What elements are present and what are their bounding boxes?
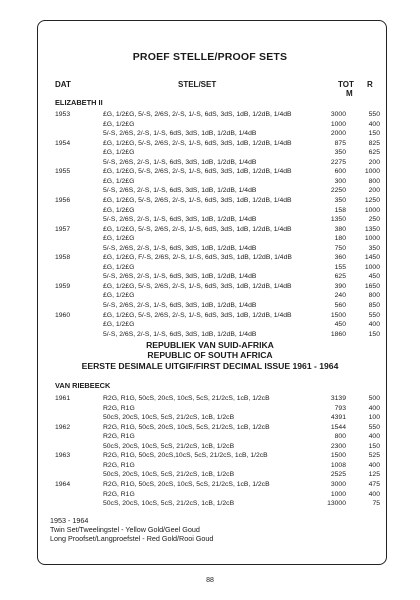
total-cell: 1860 <box>330 330 346 338</box>
table-row <box>55 263 380 273</box>
total-cell: 793 <box>334 404 346 412</box>
total-cell: 1000 <box>330 490 346 498</box>
table-row <box>55 330 380 340</box>
price-cell: 400 <box>368 433 380 441</box>
table-row <box>55 442 380 452</box>
total-cell: 350 <box>334 196 346 204</box>
table-row <box>55 413 380 423</box>
total-cell: 800 <box>334 433 346 441</box>
price-cell: 500 <box>368 395 380 402</box>
price-cell: 200 <box>368 187 380 195</box>
total-cell: 180 <box>334 235 346 243</box>
total-cell: 875 <box>334 139 346 147</box>
price-cell: 800 <box>368 177 380 185</box>
price-cell: 150 <box>368 442 380 450</box>
set-description: £G, 1/2£G, 5/-S, 2/6S, 2/-S, 1/-S, 6dS, 3dS, 1dB, 1/2dB, 1/4dB <box>103 196 292 204</box>
table-row <box>55 253 380 263</box>
total-cell: 3000 <box>330 111 346 118</box>
set-description: £G, 1/2£G <box>103 120 135 128</box>
price-cell: 550 <box>368 423 380 431</box>
set-description: 5/-S, 2/6S, 2/-S, 1/-S, 6dS, 3dS, 1dB, 1/2dB, 1/4dB <box>103 130 257 138</box>
set-description: R2G, R1G <box>103 404 135 412</box>
table-row <box>55 451 380 461</box>
footnote-twin-set: Twin Set/Tweelingstel - Yellow Gold/Geel Goud <box>50 525 200 534</box>
year-cell: 1955 <box>55 168 71 176</box>
table-row <box>55 225 380 235</box>
set-description: 5/-S, 2/6S, 2/-S, 1/-S, 6dS, 3dS, 1dB, 1/2dB, 1/4dB <box>103 273 257 281</box>
set-description: 50cS, 20cS, 10cS, 5cS, 21/2cS, 1cB, 1/2cB <box>103 500 235 508</box>
price-cell: 550 <box>368 311 380 319</box>
price-cell: 850 <box>368 302 380 309</box>
total-cell: 625 <box>334 273 346 281</box>
set-description: £G, 1/2£G <box>103 177 135 185</box>
set-description: £G, 1/2£G, F/-S, 2/6S, 2/-S, 1/-S, 6dS, 3dS, 1dB, 1/2dB, 1/4dB <box>103 254 292 262</box>
total-cell: 2275 <box>330 158 346 166</box>
table-row <box>55 196 380 206</box>
set-description: R2G, R1G <box>103 433 135 441</box>
set-description: 50cS, 20cS, 10cS, 5cS, 21/2cS, 1cB, 1/2cB <box>103 442 235 450</box>
set-description: R2G, R1G, 50cS, 20cS, 10cS, 5cS, 21/2cS, 1cB, 1/2cB <box>103 480 270 488</box>
price-cell: 1000 <box>364 168 380 176</box>
column-header-total: TOT <box>338 80 354 89</box>
total-cell: 2300 <box>330 442 346 450</box>
price-cell: 1350 <box>364 225 380 233</box>
total-cell: 3139 <box>330 395 346 402</box>
total-cell: 1500 <box>330 311 346 319</box>
total-cell: 2000 <box>330 130 346 138</box>
total-cell: 1544 <box>330 423 346 431</box>
year-cell: 1954 <box>55 139 71 147</box>
year-cell: 1964 <box>55 480 71 488</box>
table-row <box>55 215 380 225</box>
table-row <box>55 432 380 442</box>
table-row <box>55 404 380 414</box>
total-cell: 300 <box>334 177 346 185</box>
total-cell: 600 <box>334 168 346 176</box>
set-description: £G, 1/2£G, 5/-S, 2/6S, 2/-S, 1/-S, 6dS, 3dS, 1dB, 1/2dB, 1/4dB <box>103 111 292 118</box>
table-row <box>55 167 380 177</box>
total-cell: 360 <box>334 254 346 262</box>
set-description: £G, 1/2£G <box>103 321 135 329</box>
total-cell: 750 <box>334 244 346 252</box>
total-cell: 4391 <box>330 414 346 422</box>
price-cell: 475 <box>368 480 380 488</box>
table-row <box>55 110 380 120</box>
set-description: R2G, R1G, 50cS, 20cS,10cS, 5cS, 21/2cS, 1cB, 1/2cB <box>103 452 268 460</box>
column-header-set: STEL/SET <box>178 80 217 89</box>
set-description: £G, 1/2£G, 5/-S, 2/6S, 2/-S, 1/-S, 6dS, 3dS, 1dB, 1/2dB, 1/4dB <box>103 225 292 233</box>
year-cell: 1959 <box>55 282 71 290</box>
total-cell: 155 <box>334 263 346 271</box>
set-description: £G, 1/2£G <box>103 263 135 271</box>
price-cell: 350 <box>368 244 380 252</box>
price-cell: 1650 <box>364 282 380 290</box>
footnote-years: 1953 - 1964 <box>50 516 89 525</box>
total-cell: 1350 <box>330 216 346 224</box>
table-row <box>55 311 380 321</box>
table-row <box>55 470 380 480</box>
table-row <box>55 301 380 311</box>
price-cell: 150 <box>368 330 380 338</box>
total-cell: 1500 <box>330 452 346 460</box>
year-cell: 1961 <box>55 395 71 402</box>
table-row <box>55 320 380 330</box>
table-row <box>55 148 380 158</box>
year-cell: 1957 <box>55 225 71 233</box>
set-description: R2G, R1G <box>103 461 135 469</box>
table-row <box>55 206 380 216</box>
republic-heading-english: REPUBLIC OF SOUTH AFRICA <box>147 350 273 360</box>
column-header-total-unit: M <box>346 89 353 98</box>
price-cell: 450 <box>368 273 380 281</box>
year-cell: 1963 <box>55 452 71 460</box>
total-cell: 380 <box>334 225 346 233</box>
set-description: 5/-S, 2/6S, 2/-S, 1/-S, 6dS, 3dS, 1dB, 1/2dB, 1/4dB <box>103 187 257 195</box>
table-row <box>55 394 380 404</box>
set-description: 5/-S, 2/6S, 2/-S, 1/-S, 6dS, 3dS, 1dB, 1/2dB, 1/4dB <box>103 330 257 338</box>
price-cell: 400 <box>368 490 380 498</box>
price-cell: 1450 <box>364 254 380 262</box>
republic-heading-afrikaans: REPUBLIEK VAN SUID-AFRIKA <box>146 340 274 350</box>
set-description: R2G, R1G <box>103 490 135 498</box>
price-cell: 1250 <box>364 196 380 204</box>
year-cell: 1960 <box>55 311 71 319</box>
section-van-riebeeck: VAN RIEBEECK <box>55 381 111 390</box>
footnote-long-proofset: Long Proofset/Langproefstel - Red Gold/Rooi Goud <box>50 534 214 543</box>
section-elizabeth: ELIZABETH II <box>55 98 103 107</box>
table-row <box>55 272 380 282</box>
page-number: 88 <box>206 577 214 584</box>
price-cell: 400 <box>368 120 380 128</box>
table-row <box>55 158 380 168</box>
table-row <box>55 120 380 130</box>
table-row <box>55 139 380 149</box>
price-cell: 150 <box>368 130 380 138</box>
set-description: £G, 1/2£G <box>103 206 135 214</box>
table-row <box>55 423 380 433</box>
total-cell: 1008 <box>330 461 346 469</box>
set-description: 5/-S, 2/6S, 2/-S, 1/-S, 6dS, 3dS, 1dB, 1/2dB, 1/4dB <box>103 244 257 252</box>
total-cell: 3000 <box>330 480 346 488</box>
total-cell: 158 <box>334 206 346 214</box>
year-cell: 1956 <box>55 196 71 204</box>
total-cell: 240 <box>334 292 346 300</box>
table-row <box>55 480 380 490</box>
table-row <box>55 186 380 196</box>
set-description: R2G, R1G, 50cS, 20cS, 10cS, 5cS, 21/2cS, 1cB, 1/2cB <box>103 395 270 402</box>
price-cell: 550 <box>368 111 380 118</box>
total-cell: 390 <box>334 282 346 290</box>
table-row <box>55 490 380 500</box>
set-description: £G, 1/2£G, 5/-S, 2/6S, 2/-S, 1/-S, 6dS, 3dS, 1dB, 1/2dB, 1/4dB <box>103 311 292 319</box>
table-row <box>55 461 380 471</box>
price-cell: 75 <box>372 500 380 508</box>
table-row <box>55 177 380 187</box>
price-cell: 1000 <box>364 235 380 243</box>
year-cell: 1962 <box>55 423 71 431</box>
set-description: £G, 1/2£G <box>103 149 135 157</box>
set-description: £G, 1/2£G, 5/-S, 2/6S, 2/-S, 1/-S, 6dS, 3dS, 1dB, 1/2dB, 1/4dB <box>103 282 292 290</box>
total-cell: 450 <box>334 321 346 329</box>
decimal-issue-heading: EERSTE DESIMALE UITGIF/FIRST DECIMAL ISSUE 1961 - 1964 <box>81 361 339 371</box>
total-cell: 1000 <box>330 120 346 128</box>
set-description: 5/-S, 2/6S, 2/-S, 1/-S, 6dS, 3dS, 1dB, 1/2dB, 1/4dB <box>103 302 257 309</box>
page-title: PROEF STELLE/PROOF SETS <box>132 51 288 63</box>
price-cell: 400 <box>368 321 380 329</box>
price-cell: 825 <box>368 139 380 147</box>
total-cell: 350 <box>334 149 346 157</box>
total-cell: 13000 <box>327 500 346 508</box>
price-cell: 1000 <box>364 263 380 271</box>
set-description: £G, 1/2£G <box>103 235 135 243</box>
total-cell: 560 <box>334 302 346 309</box>
price-cell: 400 <box>368 404 380 412</box>
price-cell: 250 <box>368 216 380 224</box>
table-row <box>55 499 380 509</box>
table-row <box>55 129 380 139</box>
year-cell: 1953 <box>55 111 71 118</box>
price-cell: 200 <box>368 158 380 166</box>
table-row <box>55 282 380 292</box>
table-row <box>55 244 380 254</box>
set-description: £G, 1/2£G <box>103 292 135 300</box>
price-cell: 1000 <box>364 206 380 214</box>
set-description: 5/-S, 2/6S, 2/-S, 1/-S, 6dS, 3dS, 1dB, 1/2dB, 1/4dB <box>103 216 257 224</box>
price-cell: 625 <box>368 149 380 157</box>
table-row <box>55 234 380 244</box>
set-description: 50cS, 20cS, 10cS, 5cS, 21/2cS, 1cB, 1/2cB <box>103 471 235 479</box>
total-cell: 2250 <box>330 187 346 195</box>
set-description: R2G, R1G, 50cS, 20cS, 10cS, 5cS, 21/2cS, 1cB, 1/2cB <box>103 423 270 431</box>
year-cell: 1958 <box>55 254 71 262</box>
price-cell: 800 <box>368 292 380 300</box>
price-cell: 525 <box>368 452 380 460</box>
price-cell: 100 <box>368 414 380 422</box>
column-header-date: DAT <box>55 80 71 89</box>
total-cell: 2525 <box>330 471 346 479</box>
price-cell: 125 <box>368 471 380 479</box>
price-cell: 400 <box>368 461 380 469</box>
set-description: 50cS, 20cS, 10cS, 5cS, 21/2cS, 1cB, 1/2cB <box>103 414 235 422</box>
set-description: £G, 1/2£G, 5/-S, 2/6S, 2/-S, 1/-S, 6dS, 3dS, 1dB, 1/2dB, 1/4dB <box>103 139 292 147</box>
set-description: 5/-S, 2/6S, 2/-S, 1/-S, 6dS, 3dS, 1dB, 1/2dB, 1/4dB <box>103 158 257 166</box>
column-header-r: R <box>367 80 373 89</box>
set-description: £G, 1/2£G, 5/-S, 2/6S, 2/-S, 1/-S, 6dS, 3dS, 1dB, 1/2dB, 1/4dB <box>103 168 292 176</box>
table-row <box>55 291 380 301</box>
